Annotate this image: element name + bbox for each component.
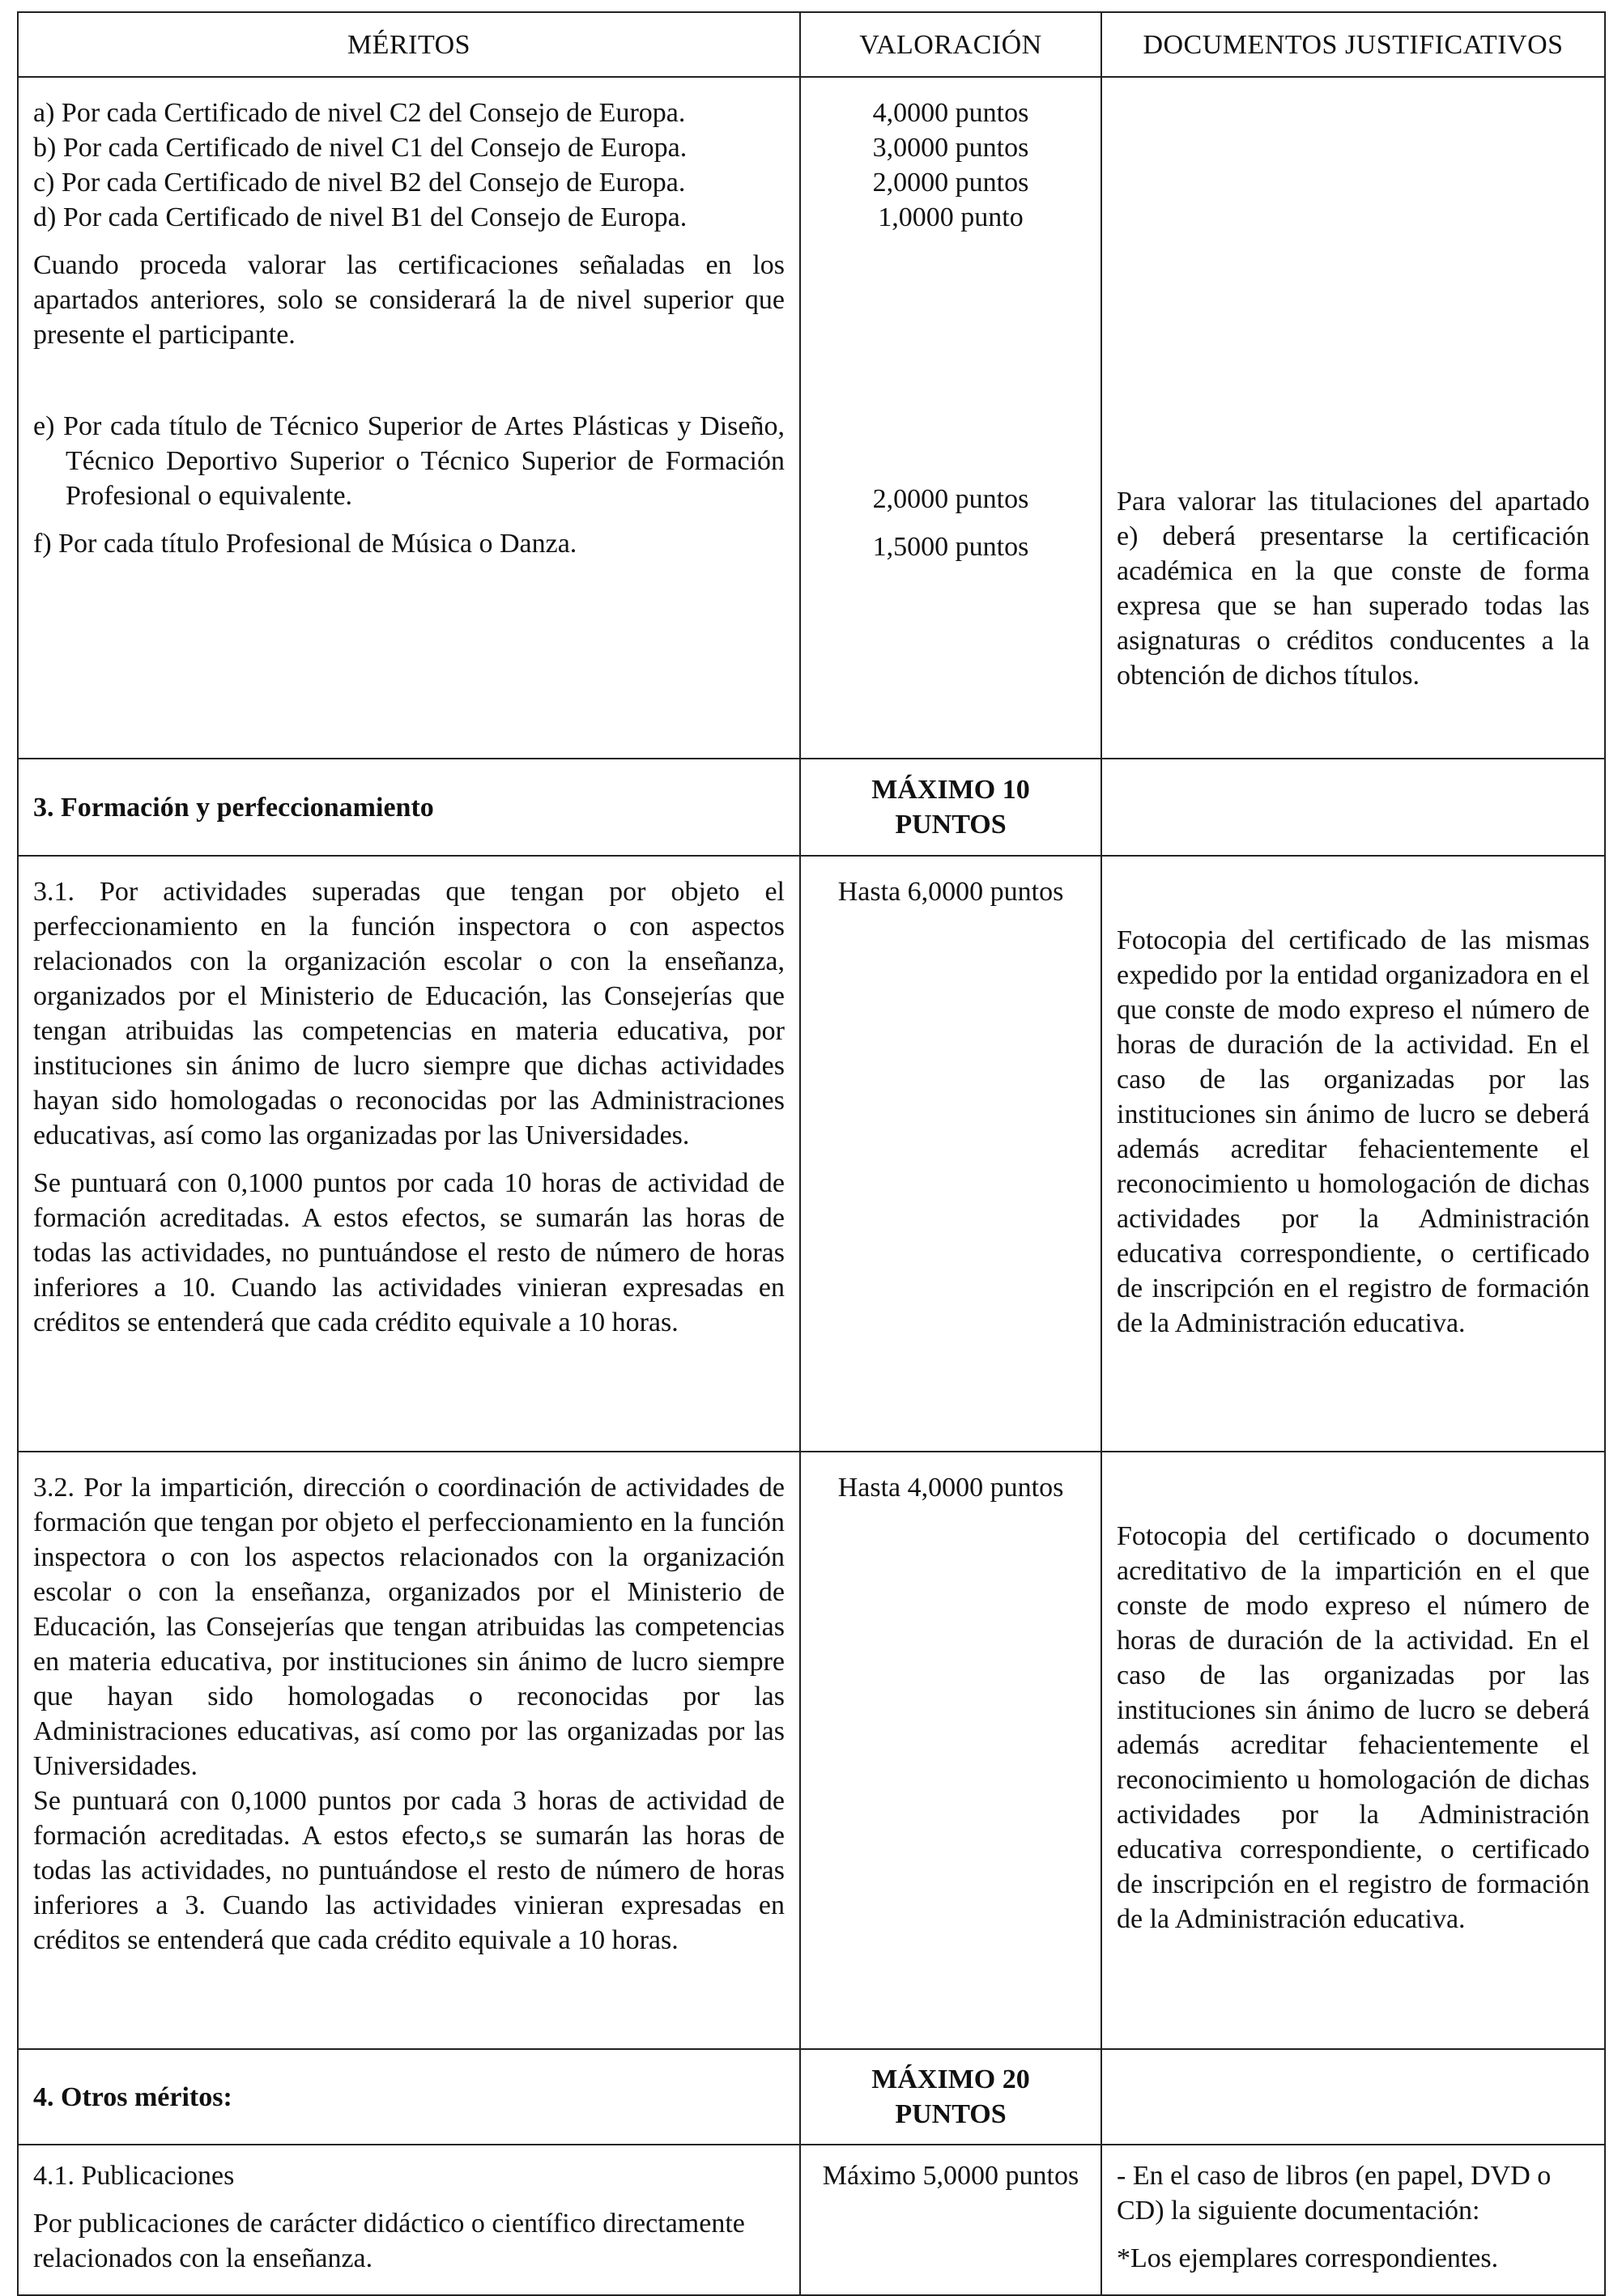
- cert-item-d: d) Por cada Certificado de nivel B1 del Consejo de Europa.: [33, 202, 688, 232]
- s41-title: 4.1. Publicaciones: [33, 2161, 235, 2191]
- header-documentos: DOCUMENTOS JUSTIFICATIVOS: [1101, 12, 1605, 77]
- s41-docs-cell: [1101, 2145, 1605, 2295]
- s31-scoring: Se puntuará con 0,1000 puntos por cada 10 horas de actividad de formación acreditadas. A estos efectos, se sumarán las horas de todas las actividades, no puntuándose el resto de número de horas inferiores a 10. Cuando las actividades vinieran expresadas en créditos se entenderá que cada crédito equivale a 10 horas.: [33, 1168, 785, 1337]
- s32-scoring: Se puntuará con 0,1000 puntos por cada 3 horas de actividad de formación acreditadas. A estos efecto,s se sumarán las horas de todas las actividades, no puntuándose el resto de número de horas inferiores a 3. Cuando las actividades vinieran expresadas en créditos se entenderá que cada crédito equivale a 10 horas.: [33, 1786, 785, 1955]
- merits-table-sheet: [17, 11, 1604, 2296]
- cert-note: Cuando proceda valorar las certificaciones señaladas en los apartados anteriores, solo se considerará la de nivel superior que presente el participante.: [33, 250, 785, 350]
- s41-value: Máximo 5,0000 puntos: [822, 2161, 1079, 2191]
- s32-docs: Fotocopia del certificado o documento acreditativo de la impartición en el que conste de modo expreso el número de horas de duración de la actividad. En el caso de las organizadas por las instituciones sin ánimo de lucro se deberá además acreditar fehacientemente el reconocimiento u homologación de dichas actividades por la Administración educativa correspondiente, o certificado de inscripción en el registro de formación de la Administración educativa.: [1117, 1521, 1590, 1934]
- cert-item-a: a) Por cada Certificado de nivel C2 del Consejo de Europa.: [33, 98, 686, 128]
- certificates-merits-cell: [18, 77, 800, 759]
- table-row-section3: [18, 759, 1605, 856]
- s31-value: Hasta 6,0000 puntos: [837, 877, 1064, 907]
- table-header-row: [18, 12, 1605, 77]
- table-row-4-1: [18, 2145, 1605, 2295]
- cert-item-c: c) Por cada Certificado de nivel B2 del Consejo de Europa.: [33, 168, 686, 198]
- table-row-certificates: [18, 77, 1605, 759]
- cert-value-e: 2,0000 puntos: [872, 484, 1029, 514]
- section4-docs-empty: [1101, 2049, 1605, 2145]
- header-valoracion: VALORACIÓN: [800, 12, 1101, 77]
- certificates-values-cell: [800, 77, 1101, 759]
- section4-title: 4. Otros méritos:: [18, 2049, 800, 2145]
- s31-docs: Fotocopia del certificado de las mismas expedido por la entidad organizadora en el que conste de modo expreso el número de horas de duración de la actividad. En el caso de las organizadas por las instituciones sin ánimo de lucro se deberá además acreditar fehacientemente el reconocimiento u homologación de dichas actividades por la Administración educativa correspondiente, o certificado de inscripción en el registro de formación de la Administración educativa.: [1117, 925, 1590, 1338]
- table-row-3-1: [18, 856, 1605, 1452]
- s31-text: 3.1. Por actividades superadas que tengan por objeto el perfeccionamiento en la función inspectora o con aspectos relacionados con la organización escolar o con la enseñanza, organizados por el Ministerio de Educación, las Consejerías que tengan atribuidas las competencias en materia educativa, por instituciones sin ánimo de lucro siempre que dichas actividades hayan sido homologadas o reconocidas por las Administraciones educativas, así como las organizadas por las Universidades.: [33, 877, 785, 1150]
- s41-docs-2: *Los ejemplares correspondientes.: [1117, 2243, 1499, 2273]
- cert-value-c: 2,0000 puntos: [872, 168, 1029, 198]
- header-meritos: MÉRITOS: [18, 12, 800, 77]
- cert-item-e: e) Por cada título de Técnico Superior de Artes Plásticas y Diseño, Técnico Deportivo Superior o Técnico Superior de Formación Profesional o equivalente.: [33, 411, 785, 511]
- s31-docs-cell: [1101, 856, 1605, 1452]
- cert-item-f: f) Por cada título Profesional de Música o Danza.: [33, 529, 577, 559]
- s32-value-cell: [800, 1452, 1101, 2049]
- cert-ef-docs: Para valorar las titulaciones del apartado e) deberá presentarse la certificación académica en la que conste de forma expresa que se han superado todas las asignaturas o créditos conducentes a la obtención de dichos títulos.: [1117, 487, 1590, 691]
- s32-docs-cell: [1101, 1452, 1605, 2049]
- cert-value-b: 3,0000 puntos: [872, 133, 1029, 163]
- section4-max: MÁXIMO 20 PUNTOS: [800, 2049, 1101, 2145]
- merits-table: [17, 11, 1606, 2296]
- s41-value-cell: [800, 2145, 1101, 2295]
- s41-text: Por publicaciones de carácter didáctico o científico directamente relacionados con la enseñanza.: [33, 2209, 745, 2273]
- s41-docs-1: - En el caso de libros (en papel, DVD o CD) la siguiente documentación:: [1117, 2161, 1552, 2226]
- cert-value-d: 1,0000 punto: [878, 202, 1024, 232]
- table-row-section4: [18, 2049, 1605, 2145]
- section3-max: MÁXIMO 10 PUNTOS: [800, 759, 1101, 856]
- s32-value: Hasta 4,0000 puntos: [837, 1473, 1064, 1503]
- s41-merits-cell: [18, 2145, 800, 2295]
- certificates-docs-cell: [1101, 77, 1605, 759]
- cert-item-b: b) Por cada Certificado de nivel C1 del Consejo de Europa.: [33, 133, 688, 163]
- cert-value-a: 4,0000 puntos: [872, 98, 1029, 128]
- s32-text: 3.2. Por la impartición, dirección o coordinación de actividades de formación que tengan por objeto el perfeccionamiento en la función inspectora o con los aspectos relacionados con la organización escolar o con la enseñanza, organizados por el Ministerio de Educación, las Consejerías que tengan atribuidas las competencias en materia educativa, por instituciones sin ánimo de lucro siempre que hayan sido homologadas o reconocidas por las Administraciones educativas, así como por las organizadas por las Universidades.: [33, 1473, 785, 1781]
- section3-title: 3. Formación y perfeccionamiento: [18, 759, 800, 856]
- table-row-3-2: [18, 1452, 1605, 2049]
- s32-merits-cell: [18, 1452, 800, 2049]
- section3-docs-empty: [1101, 759, 1605, 856]
- s31-value-cell: [800, 856, 1101, 1452]
- cert-value-f: 1,5000 puntos: [872, 532, 1029, 562]
- s31-merits-cell: [18, 856, 800, 1452]
